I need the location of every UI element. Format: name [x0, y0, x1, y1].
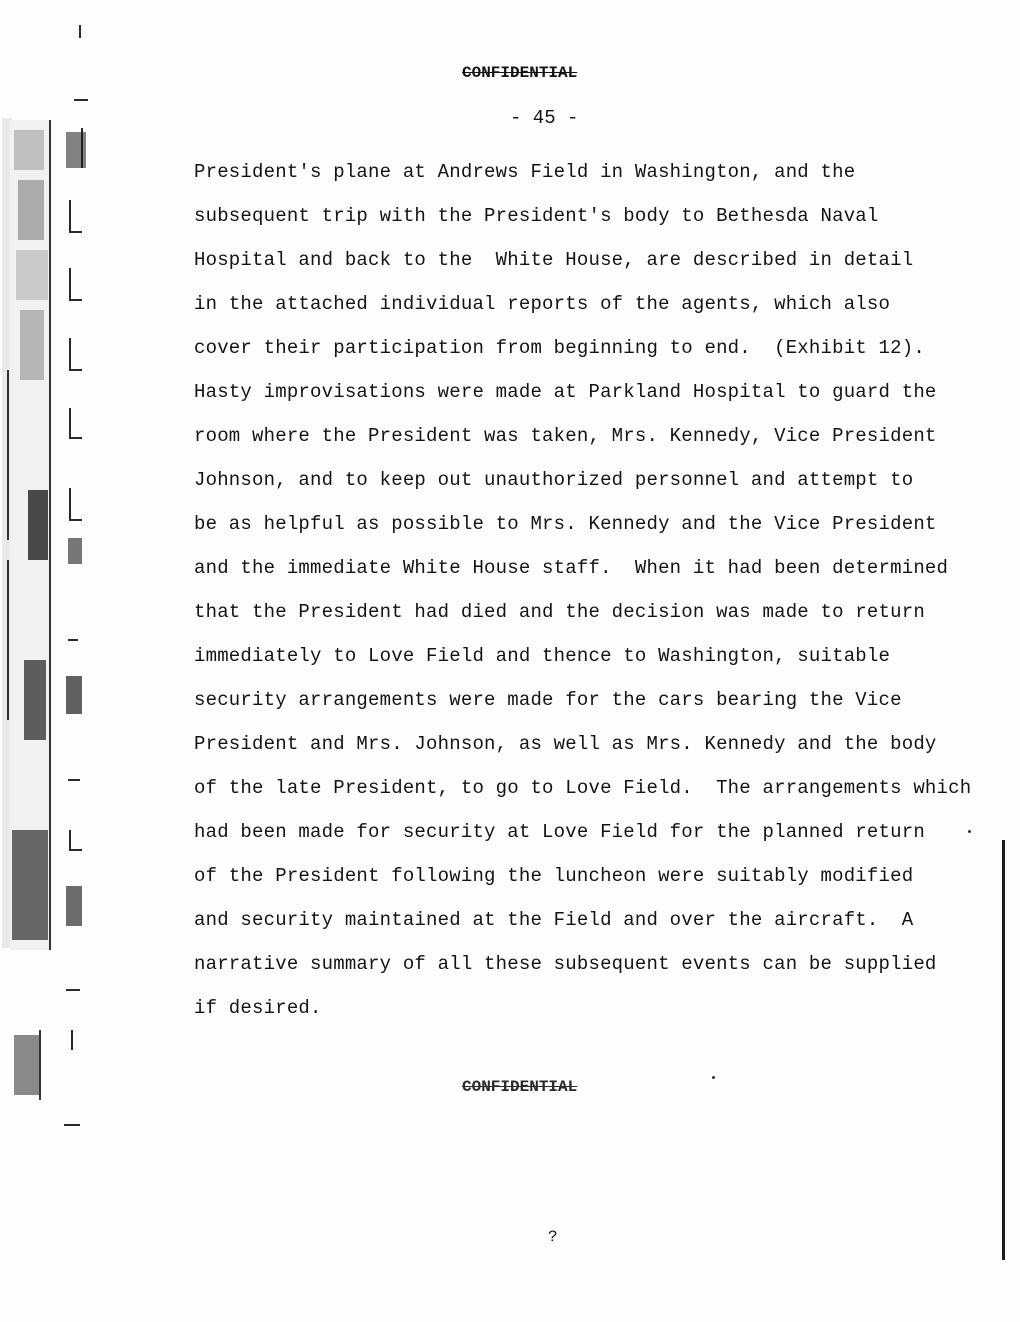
classification-label: CONFIDENTIAL	[462, 64, 578, 82]
text-line: of the late President, to go to Love Field. The arrangements which	[194, 777, 972, 799]
text-line: and the immediate White House staff. When it had been determined	[194, 557, 949, 579]
text-line: President's plane at Andrews Field in Washington, and the	[194, 161, 856, 183]
text-line: room where the President was taken, Mrs. Kennedy, Vice President	[194, 425, 937, 447]
text-line: be as helpful as possible to Mrs. Kennedy and the Vice President	[194, 513, 937, 535]
text-line: immediately to Love Field and thence to Washington, suitable	[194, 645, 891, 667]
bottom-mark: ?	[548, 1228, 558, 1246]
text-line: Hasty improvisations were made at Parkland Hospital to guard the	[194, 381, 937, 403]
scan-binding-strip	[0, 0, 120, 1322]
text-line: of the President following the luncheon were suitably modified	[194, 865, 914, 887]
text-line: security arrangements were made for the cars bearing the Vice	[194, 689, 902, 711]
text-line: Hospital and back to the White House, are described in detail	[194, 249, 914, 271]
body-text	[194, 158, 974, 1038]
text-line: President and Mrs. Johnson, as well as Mrs. Kennedy and the body	[194, 733, 937, 755]
scan-speck	[712, 1076, 715, 1079]
classification-stamp-top	[462, 64, 632, 82]
text-line: if desired.	[194, 997, 322, 1019]
text-line: narrative summary of all these subsequent events can be supplied	[194, 953, 937, 975]
text-line: had been made for security at Love Field for the planned return	[194, 821, 925, 843]
text-line: and security maintained at the Field and over the aircraft. A	[194, 909, 914, 931]
scan-artifact-graphic	[0, 0, 120, 1322]
text-line: subsequent trip with the President's body to Bethesda Naval	[194, 205, 879, 227]
text-line: Johnson, and to keep out unauthorized personnel and attempt to	[194, 469, 914, 491]
text-line: cover their participation from beginning to end. (Exhibit 12).	[194, 337, 925, 359]
text-line: in the attached individual reports of the agents, which also	[194, 293, 891, 315]
page-number: - 45 -	[510, 107, 579, 129]
scan-edge-line	[1002, 840, 1005, 1260]
text-line: that the President had died and the decision was made to return	[194, 601, 925, 623]
classification-stamp-bottom: CONFIDENTIAL	[462, 1078, 578, 1096]
